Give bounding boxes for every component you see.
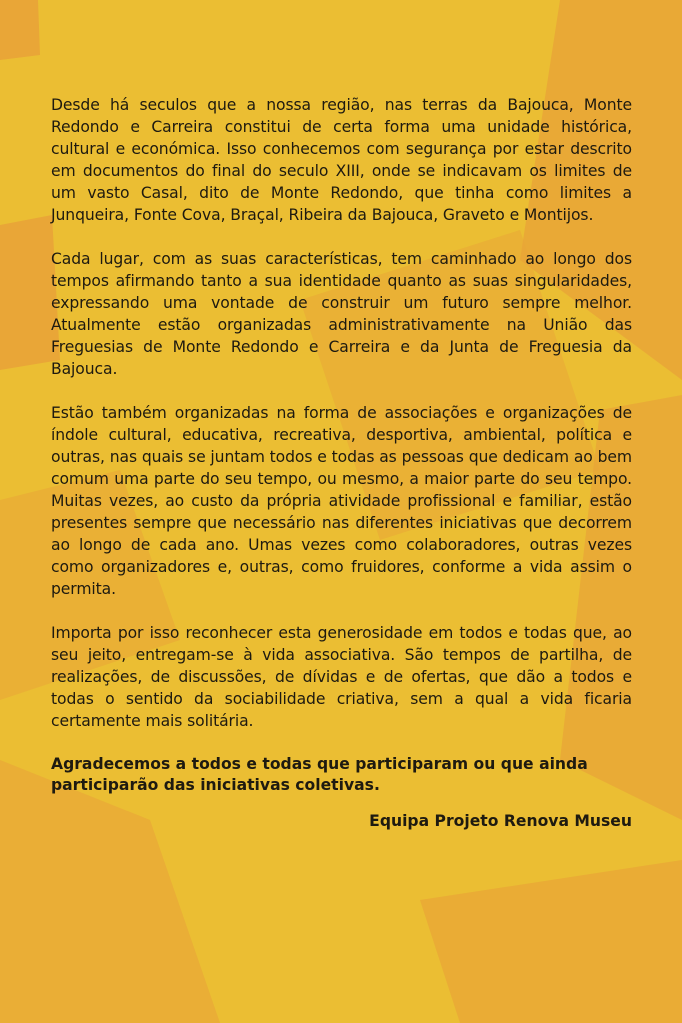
paragraph-history: Desde há seculos que a nossa região, nas terras da Bajouca, Monte Redondo e Carreira constitui de certa forma uma unidade histórica, cultural e económica. Isso conhecemos com segurança por estar descrito em documentos do final do seculo XIII, onde se indicavam os limites de um vasto Casal, dito de Monte Redondo, que tinha como limites a Junqueira, Fonte Cova, Braçal, Ribeira da Bajouca, Graveto e Montijos. — [51, 96, 632, 224]
thanks-statement: Agradecemos a todos e todas que participaram ou que ainda participarão das iniciativas coletivas. — [51, 755, 588, 794]
paragraph-places: Cada lugar, com as suas características, tem caminhado ao longo dos tempos afirmando tanto a sua identidade quanto as suas singularidades, expressando uma vontade de construir um futuro sempre melhor. Atualmente estão organizadas administrativamente na União das Freguesias de Monte Redondo e Carreira e da Junta de Freguesia da Bajouca. — [51, 250, 632, 378]
signature: Equipa Projeto Renova Museu — [369, 812, 632, 830]
paragraph-generosity: Importa por isso reconhecer esta generosidade em todos e todas que, ao seu jeito, entregam-se à vida associativa. São tempos de partilha, de realizações, de discussões, de dívidas e de ofertas, que dão a todos e todas o sentido da sociabilidade criativa, sem a qual a vida ficaria certamente mais solitária. — [51, 624, 632, 730]
bg-shape-bottom-right — [420, 860, 682, 1023]
bg-shape-top-right — [0, 0, 40, 60]
text-body — [51, 94, 632, 832]
paragraph-associations: Estão também organizadas na forma de associações e organizações de índole cultural, educativa, recreativa, desportiva, ambiental, política e outras, nas quais se juntam todos e todas as pessoas que dedicam ao bem comum uma parte do seu tempo, ou mesmo, a maior parte do seu tempo. Muitas vezes, ao custo da própria atividade profissional e familiar, estão presentes sempre que necessário nas diferentes iniciativas que decorrem ao longo de cada ano. Umas vezes como colaboradores, outras vezes como organizadores e, outras, como fruidores, conforme a vida assim o permita. — [51, 404, 632, 598]
